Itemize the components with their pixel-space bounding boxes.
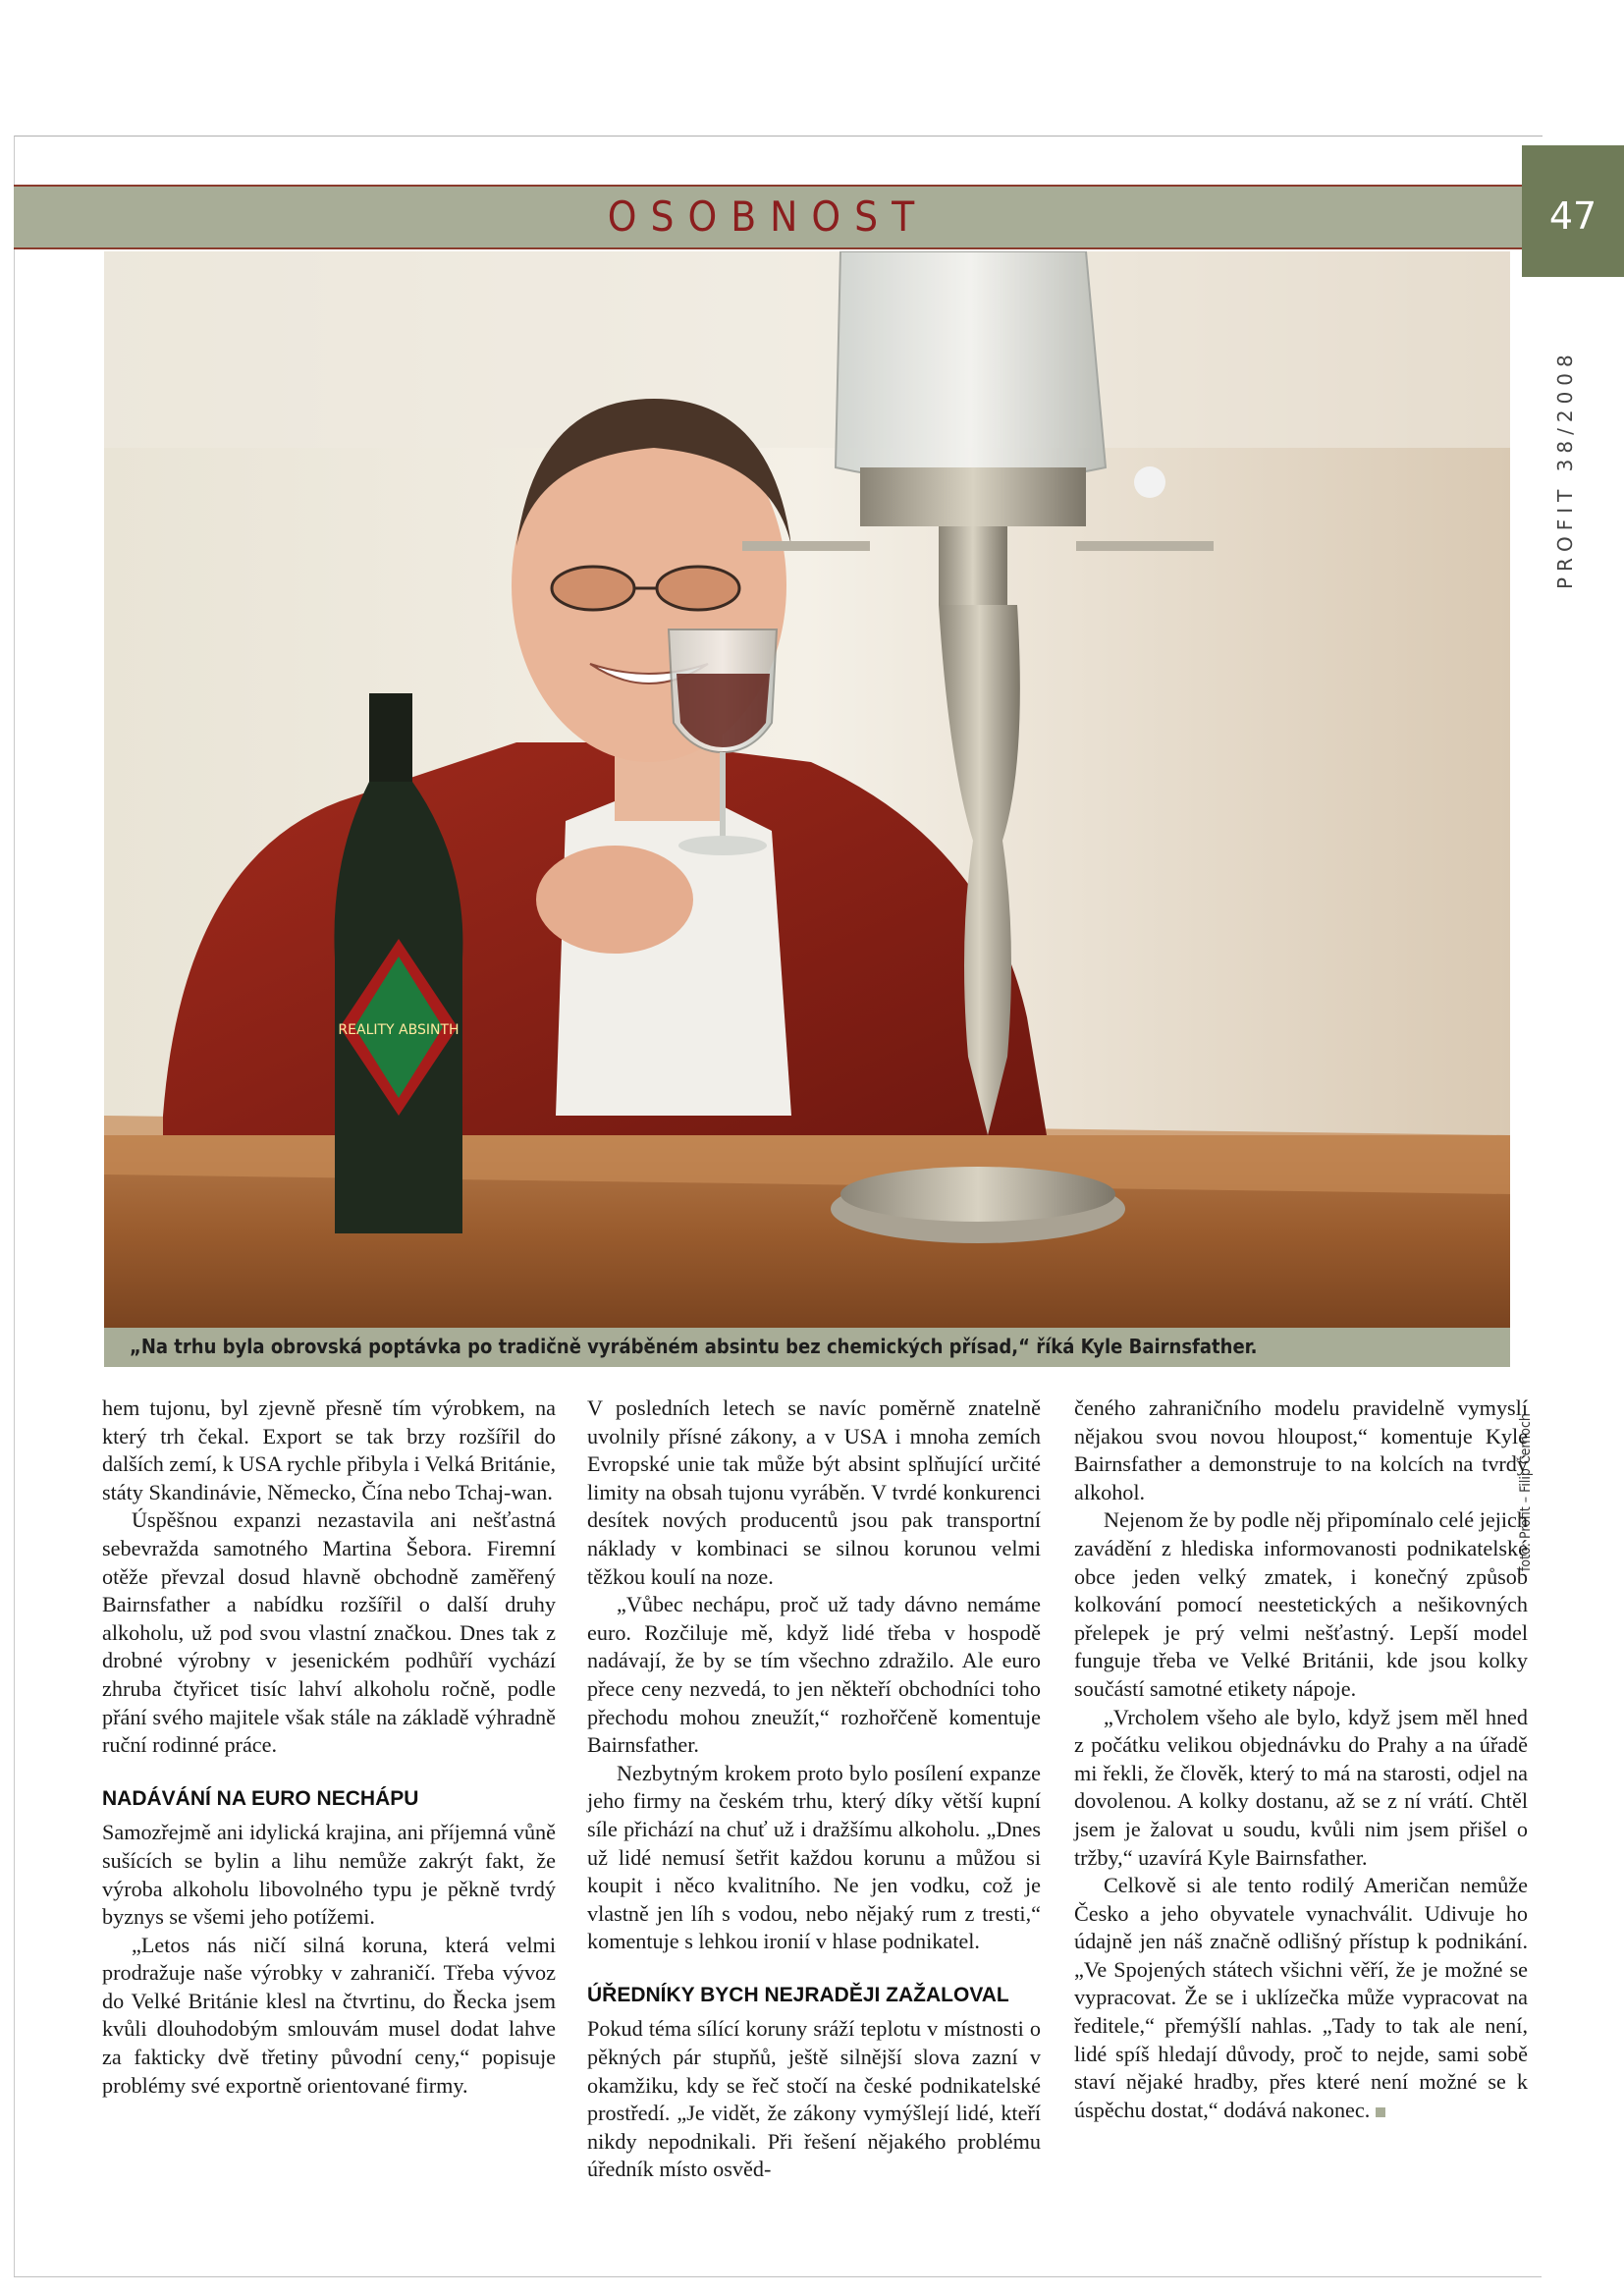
article-paragraph — [102, 1506, 556, 1759]
section-heading — [587, 1982, 1041, 2010]
page-bottom-rule — [14, 2276, 1542, 2277]
section-heading — [102, 1785, 556, 1814]
issue-label: PROFIT 38/2008 — [1553, 349, 1577, 589]
issue-label-container — [1553, 295, 1593, 589]
paragraph-text: hem tujonu, byl zjevně přesně tím výrobkem, na který trh čekal. Export se tak brzy rozšířil do dalších zemí, k USA rychle přibyla i Velká Británie, státy Skandinávie, Německo, Čína nebo Tchaj-wan. — [102, 1395, 556, 1504]
paragraph-text: „Vůbec nechápu, proč už tady dávno nemáme euro. Rozčiluje mě, když lidé třeba v hospodě nadávají, že by se tím všechno zdražilo. Ale euro přece ceny nezvedá, to jen někteří obchodníci toho přechodu mohou zneužít,“ rozhořčeně komentuje Bairnsfather. — [587, 1592, 1041, 1758]
photo-illustration — [104, 251, 1510, 1328]
article-column-2 — [587, 1394, 1041, 2184]
article-photo — [104, 251, 1510, 1328]
article-column-1 — [102, 1394, 556, 2100]
heading-text: NADÁVÁNÍ NA EURO NECHÁPU — [102, 1786, 419, 1810]
article-paragraph — [102, 1819, 556, 1931]
paragraph-text: Pokud téma sílící koruny sráží teplotu v místnosti o pěkných pár stupňů, ještě silnější slova zazní v okamžiku, kdy se řeč stočí na české podnikatelské prostředí. „Je vidět, že zákony vymýšlejí lidé, kteří nikdy nepodnikali. Při řešení nějakého problému úředník místo osvěd- — [587, 2016, 1041, 2182]
paragraph-text: V posledních letech se navíc poměrně znatelně uvolnily přísné zákony, a v USA i mnoha zemích Evropské unie tak může být absint splňující určité limity na obsah tujonu vyráběn. V tvrdé konkurenci desítek nových producentů jsou pak transportní náklady v kombinaci se silnou korunou velmi těžkou koulí na noze. — [587, 1395, 1041, 1589]
photo-credit: foto: Profit – Filip Černoch — [1518, 1413, 1534, 1571]
photo-caption-bar — [104, 1328, 1510, 1367]
article-end-mark — [1376, 2107, 1385, 2117]
article-paragraph — [587, 1591, 1041, 1760]
page-number: 47 — [1548, 194, 1597, 238]
paragraph-text: Nezbytným krokem proto bylo posílení expanze jeho firmy na českém trhu, který díky větší kupní síle přichází na chuť už i dražšímu alkoholu. „Dnes už lidé nemusí šetřit každou korunu a můžou si koupit i něco kvalitního. Ne jen vodku, což je vlastně jen líh s vodou, nebo nějaký rum z tresti,“ komentuje s lehkou ironií v hlase podnikatel. — [587, 1760, 1041, 1954]
article-paragraph — [587, 1760, 1041, 1956]
paragraph-text: „Vrcholem všeho ale bylo, když jsem měl hned z počátku velikou objednávku do Prahy a na úřadě mi řekli, že člověk, který to má na starosti, odjel na dovolenou. A kolky dostanu, až se z ní vrátí. Chtěl jsem je žalovat u soudu, kvůli nim jsem přišel o tržby,“ uzavírá Kyle Bairnsfather. — [1074, 1704, 1528, 1870]
article-paragraph — [1074, 1704, 1528, 1873]
page-number-box — [1522, 145, 1624, 277]
paragraph-text: Nejenom že by podle něj připomínalo celé jejich zavádění z hlediska informovanosti podnikatelské obce jeden velký zmatek, i konečný způsob kolkování pomocí neestetických a nešikovných přelepek je prý velmi nešťastný. Lepší model funguje třeba ve Velké Británii, kde jsou kolky součástí samotné etikety nápoje. — [1074, 1507, 1528, 1701]
heading-text: ÚŘEDNÍKY BYCH NEJRADĚJI ZAŽALOVAL — [587, 1983, 1009, 2006]
section-title: OSOBNOST — [607, 192, 929, 241]
article-paragraph — [1074, 1506, 1528, 1703]
article-column-3 — [1074, 1394, 1528, 2124]
article-paragraph — [1074, 1394, 1528, 1506]
paragraph-text: Celkově si ale tento rodilý Američan nemůže Česko a jeho obyvatele vynachválit. Udivuje ho údajně jen náš značně odlišný přístup k podnikání. „Ve Spojených státech všichni věří, že je možné se vypracovat. Že se i uklízečka může vypracovat na ředitele,“ přemýšlí nahlas. „Tady to tak ale není, lidé spíš hledají důvody, proč to nejde, sami sobě staví nějaké hradby, přes které není možné se k úspěchu dostat,“ dodává nakonec. — [1074, 1873, 1528, 2122]
paragraph-text: „Letos nás ničí silná koruna, která velmi prodražuje naše výrobky v zahraničí. Třeba vývoz do Velké Británie klesl na čtvrtinu, do Řecka jsem kvůli dlouhodobým smlouvám musel dodat lahve za fakticky dvě třetiny původní ceny,“ popisuje problémy své exportně orientované firmy. — [102, 1932, 556, 2098]
paragraph-text: Úspěšnou expanzi nezastavila ani nešťastná sebevražda samotného Martina Šebora. Firemní otěže převzal dosud hlavně obchodně zaměřený Bairnsfather a nabídku rozšířil o další druhy alkoholu, už pod svou vlastní značkou. Dnes tak z drobné výrobny v jesenickém podhůří vychází zhruba čtyřicet tisíc lahví alkoholu ročně, podle přání svého majitele však stále na základě výhradně ruční rodinné práce. — [102, 1507, 556, 1758]
bottle-label-text: REALITY ABSINTH — [338, 1022, 460, 1038]
section-header — [14, 185, 1522, 249]
article-paragraph — [587, 1394, 1041, 1591]
photo-caption: „Na trhu byla obrovská poptávka po tradičně vyráběném absintu bez chemických přísad,“ říká Kyle Bairnsfather. — [130, 1335, 1258, 1358]
article-paragraph — [102, 1394, 556, 1506]
article-paragraph — [1074, 1872, 1528, 2124]
article-paragraph — [587, 2015, 1041, 2184]
article-paragraph — [102, 1932, 556, 2101]
paragraph-text: Samozřejmě ani idylická krajina, ani příjemná vůně sušících se bylin a lihu nemůže zakrýt fakt, že výroba alkoholu libovolného typu je pěkně tvrdý byznys se všemi jeho potížemi. — [102, 1820, 556, 1930]
paragraph-text: čeného zahraničního modelu pravidelně vymyslí nějakou svou novou hloupost,“ komentuje Kyle Bairnsfather a demonstruje to na kolcích na tvrdý alkohol. — [1074, 1395, 1528, 1504]
